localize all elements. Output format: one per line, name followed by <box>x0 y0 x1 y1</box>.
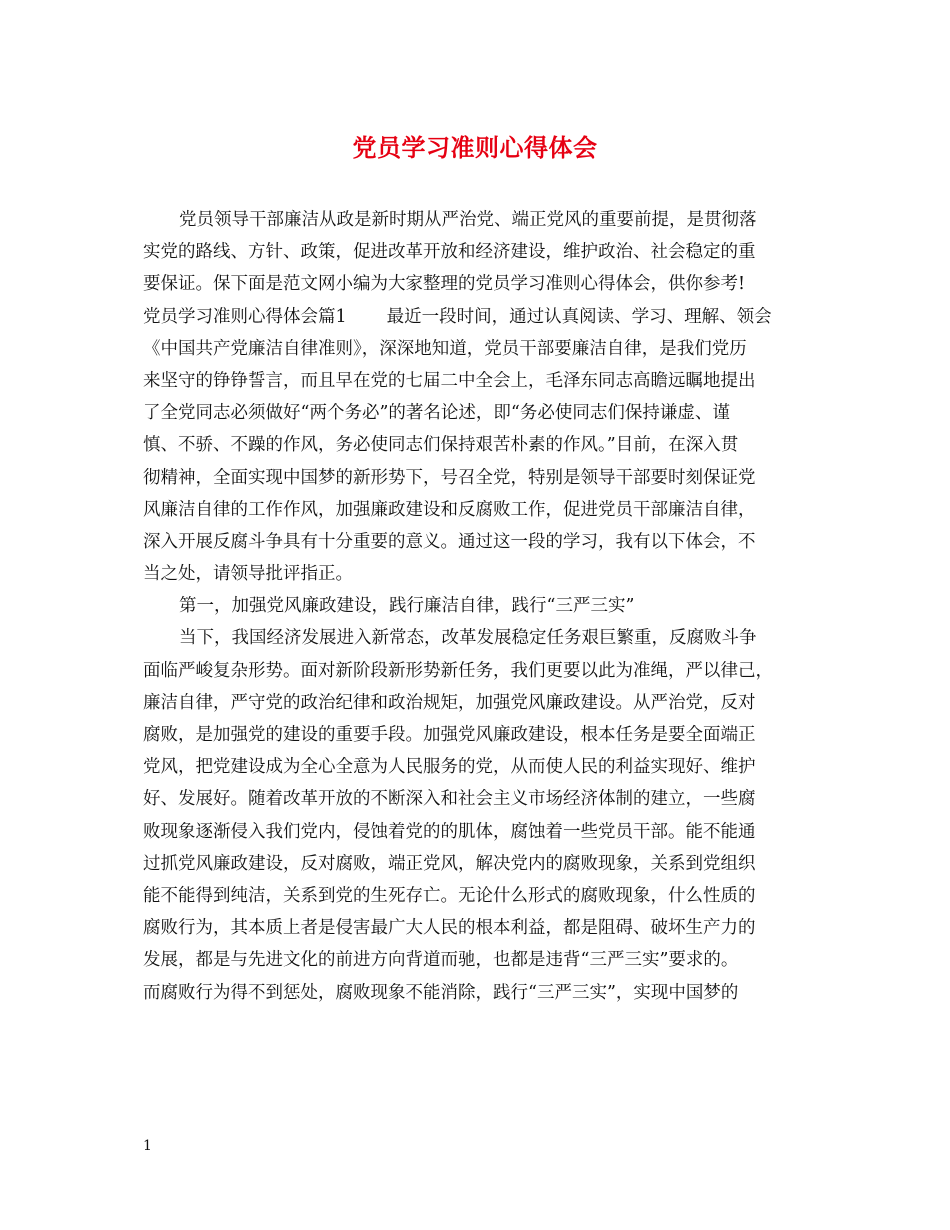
section-heading: 党员学习准则心得体会篇1 <box>143 306 347 327</box>
subheading-line: 第一，加强党风廉政建设，践行廉洁自律，践行“三严三实” <box>179 596 635 617</box>
text-line: 好、发展好。随着改革开放的不断深入和社会主义市场经济体制的建立，一些腐 <box>143 789 756 810</box>
text-line: 过抓党风廉政建设，反对腐败，端正党风，解决党内的腐败现象，关系到党组织 <box>143 853 756 874</box>
text-line: 来坚守的铮铮誓言，而且早在党的七届二中全会上，毛泽东同志高瞻远瞩地提出 <box>143 370 756 391</box>
page-number: 1 <box>143 1138 152 1154</box>
text-line: 腐败，是加强党的建设的重要手段。加强党风廉政建设，根本任务是要全面端正 <box>143 725 756 745</box>
text-line: 风廉洁自律的工作作风，加强廉政建设和反腐败工作，促进党员干部廉洁自律， <box>143 499 756 520</box>
text-line: 了全党同志必须做好“两个务必”的著名论述，即“务必使同志们保持谦虚、谨 <box>143 403 730 424</box>
section-heading-line <box>143 301 813 333</box>
text-line: 当下，我国经济发展进入新常态，改革发展稳定任务艰巨繁重，反腐败斗争 <box>179 628 757 649</box>
text-line: 深入开展反腐斗争具有十分重要的意义。通过这一段的学习，我有以下体会，不 <box>143 531 756 552</box>
text-line: 廉洁自律，严守党的政治纪律和政治规矩，加强党风廉政建设。从严治党，反对 <box>143 692 756 713</box>
text-line: 党员领导干部廉洁从政是新时期从严治党、端正党风的重要前提，是贯彻落 <box>179 210 757 230</box>
text-line: 发展，都是与先进文化的前进方向背道而驰，也都是违背“三严三实”要求的。 <box>143 950 739 971</box>
text-line: 面临严峻复杂形势。面对新阶段新形势新任务，我们更要以此为准绳，严以律己， <box>143 660 773 681</box>
text-line: 腐败行为，其本质上者是侵害最广大人民的根本利益，都是阻碍、破坏生产力的 <box>143 918 756 939</box>
document-title: 党员学习准则心得体会 <box>352 133 598 162</box>
text-line: 党风，把党建设成为全心全意为人民服务的党，从而使人民的利益实现好、维护 <box>143 757 756 778</box>
text-line: 要保证。保下面是范文网小编为大家整理的党员学习准则心得体会，供你参考! <box>143 274 746 295</box>
text-line: 彻精神，全面实现中国梦的新形势下，号召全党，特别是领导干部要时刻保证党 <box>143 467 756 488</box>
document-body <box>143 204 813 1009</box>
text-line: 而腐败行为得不到惩处，腐败现象不能消除，践行“三严三实”，实现中国梦的 <box>143 982 739 1003</box>
text-line: 慎、不骄、不躁的作风，务必使同志们保持艰苦朴素的作风。”目前，在深入贯 <box>143 435 739 456</box>
text-line: 能不能得到纯洁，关系到党的生死存亡。无论什么形式的腐败现象，什么性质的 <box>143 885 756 906</box>
text-line: 当之处，请领导批评指正。 <box>143 564 353 585</box>
section-text: 最近一段时间，通过认真阅读、学习、理解、领会 <box>386 306 772 327</box>
text-line: 实党的路线、方针、政策，促进改革开放和经济建设，维护政治、社会稳定的重 <box>143 242 756 263</box>
text-line: 败现象逐渐侵入我们党内，侵蚀着党的的肌体，腐蚀着一些党员干部。能不能通 <box>143 821 756 842</box>
text-line: 《中国共产党廉洁自律准则》，深深地知道，党员干部要廉洁自律，是我们党历 <box>143 338 747 359</box>
